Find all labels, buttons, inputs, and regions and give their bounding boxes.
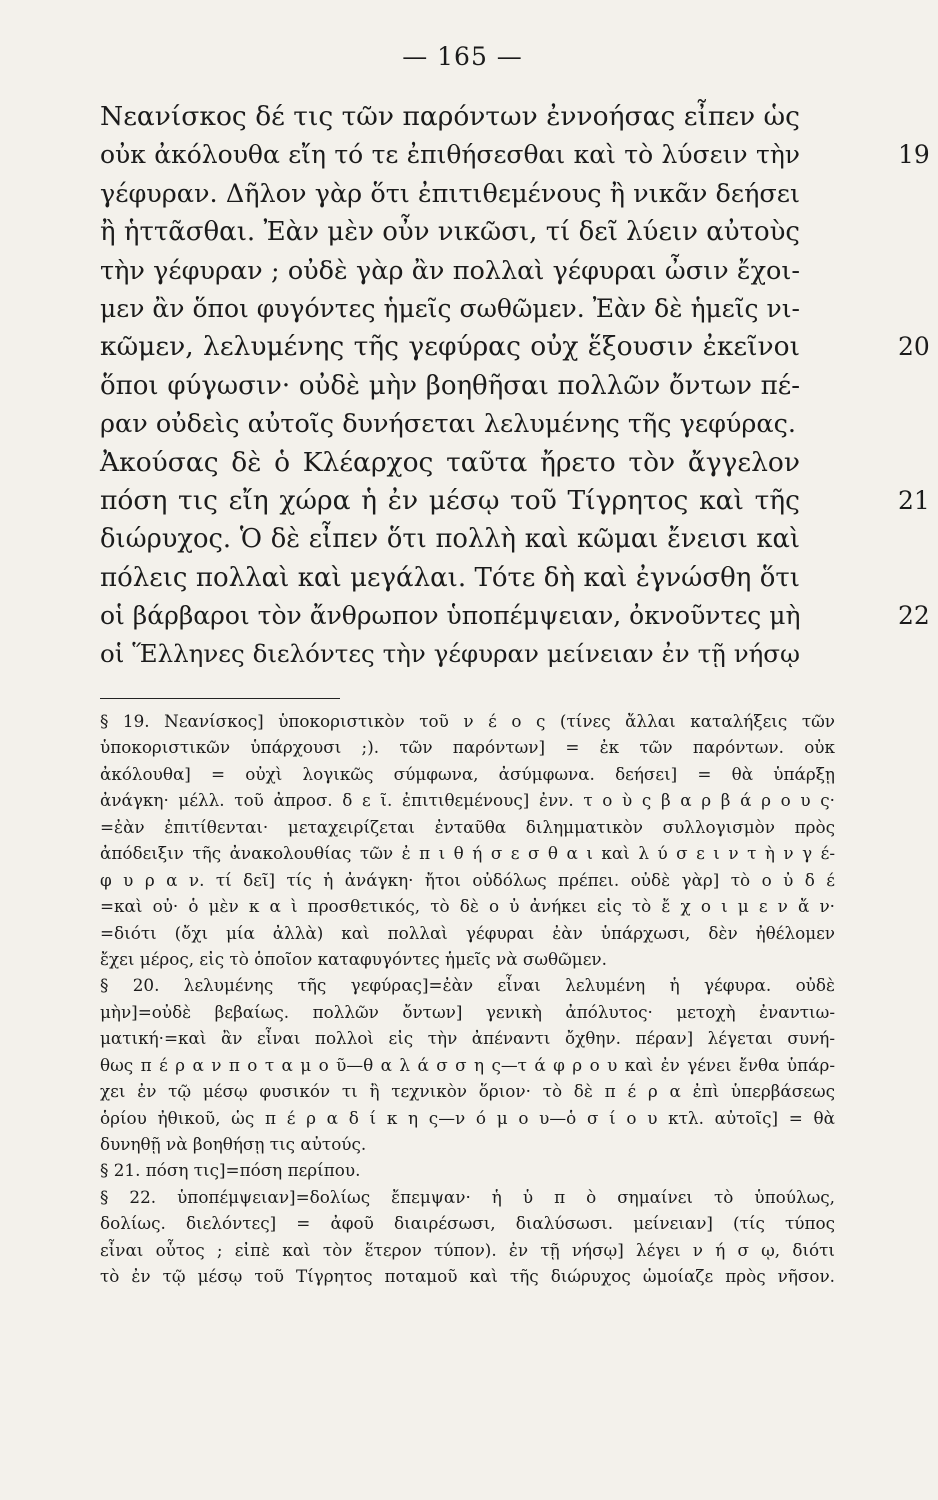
text-line (100, 635, 800, 673)
text-line-content: οἱ βάρβαροι τὸν ἄνθρωπον ὑποπέμψειαν, ὀκνοῦντες μὴ (100, 601, 801, 631)
note-line: ματική·=καὶ ἂν εἶναι πολλοὶ εἰς τὴν ἀπέναντι ὄχθην. πέραν] λέγεται συνή- (100, 1028, 835, 1049)
text-line (100, 482, 800, 520)
note-line: § 22. ὑποπέμψειαν]=δολίως ἔπεμψαν· ἡ ὑ π ὸ σημαίνει τὸ ὑπούλως, (100, 1186, 835, 1207)
text-line (100, 328, 800, 366)
text-line-content: πόλεις πολλαὶ καὶ μεγάλαι. Τότε δὴ καὶ ἐγνώσθη ὅτι (100, 562, 800, 593)
text-line (100, 367, 800, 405)
note-line: ὁρίου ἠθικοῦ, ὡς π έ ρ α δ ί κ η ς—ν ό μ ο υ—ὁ σ ί ο υ κτλ. αὐτοῖς] = θὰ (100, 1107, 835, 1128)
note-line: =διότι (ὄχι μία ἀλλὰ) καὶ πολλαὶ γέφυραι ἐὰν ὑπάρχωσι, δὲν ἠθέλομεν (100, 922, 835, 943)
note-line: ἔχει μέρος, εἰς τὸ ὁποῖον καταφυγόντες ἡμεῖς νὰ σωθῶμεν. (100, 948, 607, 969)
text-line (100, 405, 800, 443)
text-line-content: τὴν γέφυραν ; οὐδὲ γὰρ ἂν πολλαὶ γέφυραι ὦσιν ἔχοι- (100, 255, 800, 286)
note-line: § 21. πόση τις]=πόση περίπου. (100, 1160, 361, 1181)
text-line-content: οἱ Ἕλληνες διελόντες τὴν γέφυραν μείνειαν ἐν τῇ νήσῳ (100, 639, 800, 669)
note-line: μὴν]=οὐδὲ βεβαίως. πολλῶν ὄντων] γενικὴ ἀπόλυτος· μετοχὴ ἐναντιω- (100, 1001, 835, 1022)
note-line: χει ἐν τῷ μέσῳ φυσικόν τι ἢ τεχνικὸν ὅριον· τὸ δὲ π έ ρ α ἐπὶ ὑπερβάσεως (100, 1081, 835, 1102)
note-line: φ υ ρ α ν. τί δεῖ] τίς ἡ ἀνάγκη· ἤτοι οὐδόλως πρέπει. οὐδὲ γὰρ] τὸ ο ὐ δ έ (100, 869, 835, 890)
text-line-content: ὅποι φύγωσιν· οὐδὲ μὴν βοηθῆσαι πολλῶν ὄντων πέ- (100, 370, 800, 401)
text-line (100, 597, 800, 635)
note-line: =καὶ οὐ· ὁ μὲν κ α ὶ προσθετικός, τὸ δὲ ο ὐ ἀνήκει εἰς τὸ ἔ χ ο ι μ ε ν ἄ ν· (100, 896, 835, 917)
text-line-content: Νεανίσκος δέ τις τῶν παρόντων ἐννοήσας εἶπεν ὡς (100, 101, 800, 132)
text-line-content: πόση τις εἴη χώρα ἡ ἐν μέσῳ τοῦ Τίγρητος καὶ τῆς (100, 484, 800, 516)
section-number: 20 (898, 332, 930, 362)
text-line (100, 213, 800, 251)
note-line: θως π έ ρ α ν π ο τ α μ ο ῦ—θ α λ ά σ σ η ς—τ ά φ ρ ο υ καὶ ἐν γένει ἔνθα ὑπάρ- (100, 1054, 835, 1075)
note-line: ἀνάγκη· μέλλ. τοῦ ἀπροσ. δ ε ῖ. ἐπιτιθεμένους] ἐνν. τ ο ὺ ς β α ρ β ά ρ ο υ ς· (100, 790, 835, 811)
note-line: τὸ ἐν τῷ μέσῳ τοῦ Τίγρητος ποταμοῦ καὶ τῆς διώρυχος ὡμοίαζε πρὸς νῆσον. (100, 1266, 835, 1287)
text-line-content: ἢ ἡττᾶσθαι. Ἐὰν μὲν οὖν νικῶσι, τί δεῖ λύειν αὐτοὺς (100, 217, 800, 248)
section-number: 19 (898, 140, 930, 170)
note-line: § 19. Νεανίσκος] ὑποκοριστικὸν τοῦ ν έ ο ς (τίνες ἄλλαι καταλήξεις τῶν (100, 711, 835, 731)
section-number: 21 (898, 485, 930, 515)
text-line-content: ραν οὐδεὶς αὐτοῖς δυνήσεται λελυμένης τῆς γεφύρας. (100, 409, 797, 440)
text-line (100, 252, 800, 290)
text-line (100, 520, 800, 558)
footnote-divider (100, 698, 340, 699)
section-number: 22 (898, 601, 930, 631)
note-line: ἀπόδειξιν τῆς ἀνακολουθίας τῶν ἐ π ι θ ή σ ε σ θ α ι καὶ λ ύ σ ε ι ν τ ὴ ν γ έ- (100, 843, 835, 864)
text-line (100, 136, 800, 174)
note-line: =ἐὰν ἐπιτίθενται· μεταχειρίζεται ἐνταῦθα διλημματικὸν συλλογισμὸν πρὸς (100, 816, 835, 837)
note-line: δολίως. διελόντες] = ἀφοῦ διαιρέσωσι, διαλύσωσι. μείνειαν] (τίς τύπος (100, 1213, 835, 1234)
text-line-content: Ἀκούσας δὲ ὁ Κλέαρχος ταῦτα ἤρετο τὸν ἄγγελον (100, 446, 800, 478)
text-line-content: μεν ἂν ὅποι φυγόντες ἡμεῖς σωθῶμεν. Ἐὰν δὲ ἡμεῖς νι- (100, 293, 800, 323)
note-line: δυνηθῇ νὰ βοηθήσῃ τις αὐτούς. (100, 1134, 367, 1154)
text-line-content: οὐκ ἀκόλουθα εἴη τό τε ἐπιθήσεσθαι καὶ τὸ λύσειν τὴν (100, 140, 800, 170)
note-line: εἶναι οὗτος ; εἰπὲ καὶ τὸν ἕτερον τύπον). ἐν τῇ νήσῳ] λέγει ν ή σ ῳ, διότι (100, 1239, 835, 1260)
text-line-content: κῶμεν, λελυμένης τῆς γεφύρας οὐχ ἕξουσιν ἐκεῖνοι (100, 331, 800, 363)
commentary-notes (100, 708, 835, 1290)
text-line-content: διώρυχος. Ὁ δὲ εἶπεν ὅτι πολλὴ καὶ κῶμαι ἔνεισι καὶ (100, 524, 800, 555)
main-text-block (100, 98, 930, 674)
page-number: — 165 — (402, 42, 523, 71)
note-line: § 20. λελυμένης τῆς γεφύρας]=ἐὰν εἶναι λελυμένη ἡ γέφυρα. οὐδὲ (100, 975, 835, 996)
text-line (100, 175, 800, 213)
note-line: ἀκόλουθα] = οὐχὶ λογικῶς σύμφωνα, ἀσύμφωνα. δεήσει] = θὰ ὑπάρξῃ (100, 763, 835, 784)
text-line-content: γέφυραν. Δῆλον γὰρ ὅτι ἐπιτιθεμένους ἢ νικᾶν δεήσει (100, 178, 800, 209)
note-line: ὑποκοριστικῶν ὑπάρχουσι ;). τῶν παρόντων] = ἐκ τῶν παρόντων. οὐκ (100, 737, 835, 758)
